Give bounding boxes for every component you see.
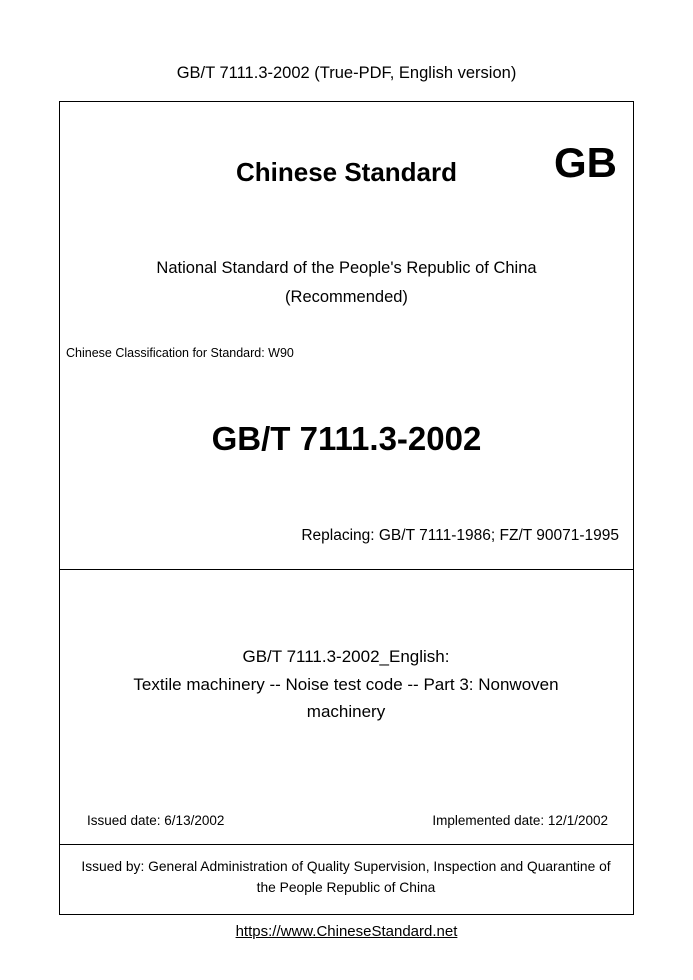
issuer-block [74, 857, 618, 899]
national-standard-line-2: (Recommended) [285, 287, 408, 306]
cover-title-section [60, 570, 633, 845]
issuer-line-2: the People Republic of China [256, 879, 436, 895]
national-standard-block [60, 254, 633, 312]
issued-date: Issued date: 6/13/2002 [87, 813, 225, 828]
implemented-date: Implemented date: 12/1/2002 [432, 813, 608, 828]
footer-website-link[interactable]: https://www.ChineseStandard.net [235, 923, 458, 940]
standard-title-block [85, 643, 607, 726]
classification-text: Chinese Classification for Standard: W90 [66, 346, 294, 360]
gb-logo: GB [554, 139, 617, 186]
standard-number: GB/T 7111.3-2002 [211, 420, 482, 457]
standard-title-line-2: Textile machinery -- Noise test code -- Part 3: Nonwoven [133, 674, 559, 694]
replacing-text: Replacing: GB/T 7111-1986; FZ/T 90071-1995 [301, 527, 619, 544]
standard-cover-box [59, 101, 634, 915]
issuer-line-1: Issued by: General Administration of Quality Supervision, Inspection and Quarantine of [81, 859, 611, 874]
cover-heading: Chinese Standard [235, 157, 458, 187]
national-standard-line-1: National Standard of the People's Republic of China [156, 259, 537, 277]
cover-top-section [60, 102, 633, 570]
cover-issuer-section [60, 845, 633, 913]
standard-title-line-3: machinery [306, 702, 386, 722]
document-caption: GB/T 7111.3-2002 (True-PDF, English version) [176, 64, 517, 82]
standard-title-line-1: GB/T 7111.3-2002_English: [242, 647, 450, 666]
